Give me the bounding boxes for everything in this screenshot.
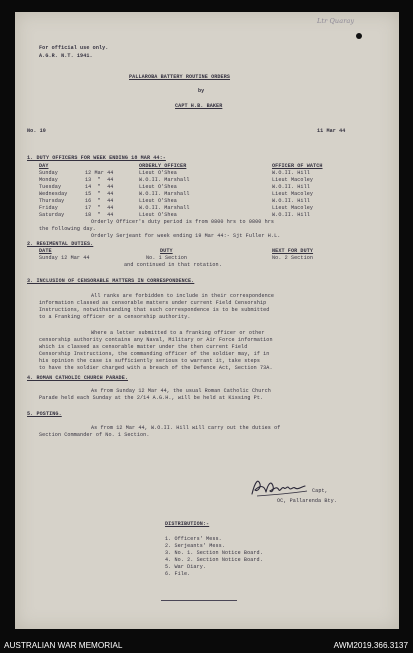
document-author: CAPT H.B. BAKER [175, 103, 223, 109]
paragraph-line: Instructions, notwithstanding that such correspondence is to be submitted [39, 307, 270, 313]
duty-officer-of-watch: W.O.II. Hill [272, 184, 310, 190]
duty-date: 13 " 44 [85, 177, 114, 183]
distribution-item: 1. Officers' Mess. [165, 536, 222, 542]
duty-orderly-officer: Lieut O'Shea [139, 212, 177, 218]
punch-hole [356, 33, 362, 39]
duty-officer-of-watch: Lieut Macoley [272, 191, 314, 197]
col-next-for-duty-header: NEXT FOR DUTY [272, 248, 314, 254]
duty-orderly-officer: Lieut O'Shea [139, 170, 177, 176]
duty-date: 17 " 44 [85, 205, 114, 211]
footer-bar [0, 637, 413, 653]
paragraph-line: to have the soldier charged with a breach of the Defence Act, Section 73A. [39, 365, 273, 371]
section-1-note: the following day. [39, 226, 96, 232]
paragraph-line: Where a letter submitted to a franking officer or other [91, 330, 265, 336]
duty-orderly-officer: Lieut O'Shea [139, 184, 177, 190]
orderly-serjeant-note: Orderly Serjeant for week ending 19 Mar 44:- Sjt Fuller H.L. [91, 233, 281, 239]
section-5-heading: 5. POSTING. [27, 411, 62, 417]
distribution-item: 2. Serjeants' Mess. [165, 543, 225, 549]
paragraph-line: As from Sunday 12 Mar 44, the usual Roman Catholic Church [91, 388, 271, 394]
paragraph-line: which is classed as censorable matter under the then current Field [39, 344, 248, 350]
footer-accession-number: AWM2019.366.3137 [333, 641, 408, 650]
section-1-note: Orderly Officer's duty period is from 0800 hrs to 0800 hrs [91, 219, 275, 225]
duty-day: Tuesday [39, 184, 62, 190]
distribution-item: 4. No. 2. Section Notice Board. [165, 557, 263, 563]
handwritten-signature [249, 474, 311, 500]
duty-officer-of-watch: W.O.II. Hill [272, 170, 310, 176]
duty-orderly-officer: W.O.II. Marshall [139, 205, 190, 211]
duty-day: Thursday [39, 198, 65, 204]
distribution-item: 3. No. 1. Section Notice Board. [165, 550, 263, 556]
paragraph-line: censorship authority contains any Naval, Military or Air Force information [39, 337, 273, 343]
paragraph-line: Censorship Instructions, the commanding officer of the soldier may, if in [39, 351, 270, 357]
document-title: PALLAROBA BATTERY ROUTINE ORDERS [129, 74, 231, 80]
order-number: No. 10 [27, 128, 46, 134]
section-3-heading: 3. INCLUSION OF CENSORABLE MATTERS IN CORRESPONDENCE. [27, 278, 195, 284]
col-day-header: DAY [39, 163, 49, 169]
duty-officer-of-watch: Lieut Macoley [272, 205, 314, 211]
paragraph-line: As from 12 Mar 44, W.O.II. Hill will carry out the duties of [91, 425, 281, 431]
duty-date: 12 Mar 44 [85, 170, 114, 176]
section-2-heading: 2. REGIMENTAL DUTIES. [27, 241, 94, 247]
paragraph-line: Section Commander of No. 1 Section. [39, 432, 150, 438]
duty-officer-of-watch: W.O.II. Hill [272, 212, 310, 218]
col-officer-of-watch-header: OFFICER OF WATCH [272, 163, 323, 169]
regimental-next-section: No. 2 Section [272, 255, 314, 261]
col-date-header: DATE [39, 248, 52, 254]
document-page [15, 12, 399, 629]
order-date: 11 Mar 44 [317, 128, 346, 134]
paragraph-line: All ranks are forbidden to include in their correspondence [91, 293, 275, 299]
pencil-annotation: Ltr Quaray [317, 17, 355, 25]
paragraph-line: information classed as censorable matters under current Field Censorship [39, 300, 267, 306]
col-orderly-officer-header: ORDERLY OFFICER [139, 163, 187, 169]
duty-date: 14 " 44 [85, 184, 114, 190]
duty-orderly-officer: Lieut O'Shea [139, 198, 177, 204]
section-4-heading: 4. ROMAN CATHOLIC CHURCH PARADE. [27, 375, 129, 381]
rotation-note: and continued in that rotation. [124, 262, 222, 268]
duty-day: Sunday [39, 170, 58, 176]
section-1-heading: 1. DUTY OFFICERS FOR WEEK ENDING 18 MAR 44:- [27, 155, 166, 161]
distribution-item: 5. War Diary. [165, 564, 207, 570]
duty-officer-of-watch: W.O.II. Hill [272, 198, 310, 204]
duty-day: Saturday [39, 212, 65, 218]
signature-unit: OC, Pallarenda Bty. [277, 498, 337, 504]
end-rule [161, 600, 237, 601]
duty-date: 18 " 44 [85, 212, 114, 218]
paragraph-line: his opinion the case is sufficiently serious to warrant it, take steps [39, 358, 260, 364]
paragraph-line: Parade held each Sunday at the 2/14 A.G.H., will be held at Kissing Pt. [39, 395, 264, 401]
footer-institution: AUSTRALIAN WAR MEMORIAL [4, 641, 123, 650]
duty-date: 16 " 44 [85, 198, 114, 204]
distribution-item: 6. File. [165, 571, 191, 577]
duty-day: Monday [39, 177, 58, 183]
duty-day: Wednesday [39, 191, 68, 197]
regimental-duty-section: No. 1 Section [146, 255, 188, 261]
classification-line-2: A.G.R. N.T. 1941. [39, 53, 93, 59]
title-by: by [198, 88, 205, 94]
signature-rank: Capt, [312, 488, 328, 494]
distribution-heading: DISTRIBUTION:- [165, 521, 210, 527]
duty-orderly-officer: W.O.II. Marshall [139, 191, 190, 197]
classification-line-1: For official use only. [39, 45, 109, 51]
duty-officer-of-watch: Lieut Macoley [272, 177, 314, 183]
duty-day: Friday [39, 205, 58, 211]
duty-orderly-officer: W.O.II. Marshall [139, 177, 190, 183]
regimental-duty-date: Sunday 12 Mar 44 [39, 255, 90, 261]
col-duty-header: DUTY [160, 248, 173, 254]
duty-date: 15 " 44 [85, 191, 114, 197]
paragraph-line: to a Franking officer or a censorship authority. [39, 314, 191, 320]
